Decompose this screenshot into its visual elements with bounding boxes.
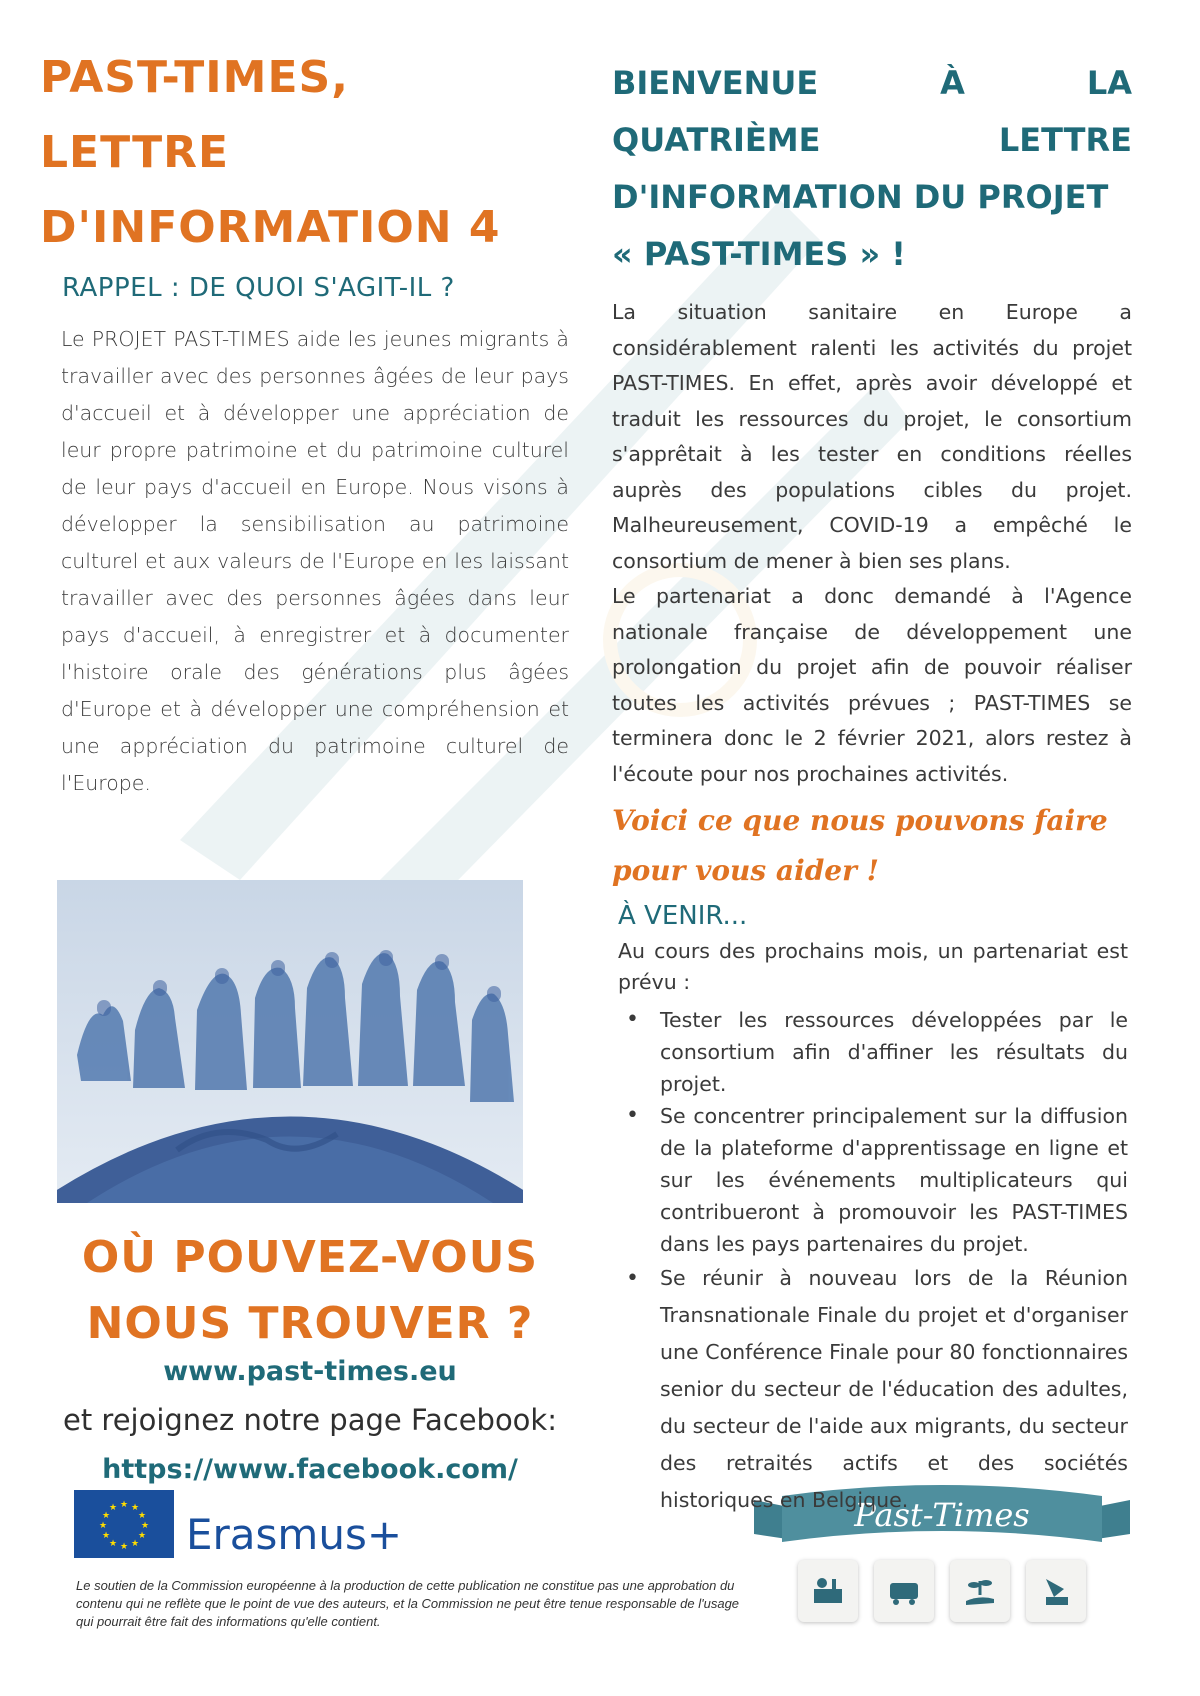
svg-text:★: ★ [119, 1542, 129, 1552]
svg-text:★: ★ [101, 1531, 111, 1541]
logo-icons-row [798, 1560, 1088, 1630]
workshop-icon [798, 1560, 858, 1622]
people-on-globe-illustration [57, 880, 523, 1203]
svg-text:★: ★ [108, 1539, 118, 1549]
welcome-line-3: D'INFORMATION DU PROJET [612, 178, 1109, 216]
help-heading: Voici ce que nous pouvons faire pour vous aider ! [612, 804, 1108, 887]
welcome-word: QUATRIÈME [612, 121, 821, 159]
bullet-icon: • [626, 1266, 639, 1291]
list-item-text: Se concentrer principalement sur la diffusion de la plateforme d'apprentissage en ligne et sur les événements multiplicateurs qui contribueront à promouvoir les PAST-TIMES dans les pays partenaires du projet. [660, 1104, 1128, 1256]
rappel-heading: RAPPEL : DE QUOI S'AGIT-IL ? [62, 273, 455, 303]
erasmus-logo-text: Erasmus+ [186, 1510, 403, 1559]
svg-text:★: ★ [130, 1539, 140, 1549]
gramophone-icon [1026, 1560, 1086, 1622]
welcome-word: LETTRE [998, 121, 1132, 159]
newsletter-title [40, 40, 580, 265]
upcoming-list [612, 1004, 1128, 1519]
situation-text-1: La situation sanitaire en Europe a considérablement ralenti les activités du projet PAST-TIMES. En effet, après avoir développé et traduit les ressources du projet, le consortium s'apprêtait à les tester en conditions réelles auprès des populations cibles du projet. Malheureusement, COVID-19 a empêché le consortium de mener à bien ses plans. [612, 300, 1132, 573]
welcome-word: À [940, 64, 965, 102]
welcome-line-4: « PAST-TIMES » ! [612, 235, 906, 273]
logo-text: Past-Times [854, 1496, 1030, 1534]
svg-text:★: ★ [119, 1500, 129, 1510]
facebook-link[interactable]: https://www.facebook.com/ [102, 1454, 518, 1485]
eu-disclaimer: Le soutien de la Commission européenne à la production de cette publication ne constitue pas une approbation du contenu qui ne reflète que le point de vue des auteurs, et la Commission ne peut être tenue responsable de l'usage qui pourrait être fait des informations qu'elle contient. [76, 1578, 740, 1629]
list-item [612, 1260, 1128, 1519]
rappel-text: Le PROJET PAST-TIMES aide les jeunes migrants à travailler avec des personnes âgées de leur pays d'accueil et à développer une appréciation de leur propre patrimoine et du patrimoine culturel de leur pays d'accueil en Europe. Nous visons à développer la sensibilisation au patrimoine culturel et aux valeurs de l'Europe en les laissant travailler avec des personnes âgées dans leur pays d'accueil, à enregistrer et à documenter l'histoire orale des générations plus âgées d'Europe et à développer une compréhension et une appréciation du patrimoine culturel de l'Europe. [61, 327, 569, 795]
welcome-line-2 [612, 112, 1132, 169]
svg-text:★: ★ [108, 1503, 118, 1513]
svg-text:★: ★ [101, 1511, 111, 1521]
website-link[interactable]: www.past-times.eu [163, 1356, 457, 1387]
title-line-2: LETTRE [40, 127, 230, 178]
situation-paragraph [612, 295, 1132, 792]
join-facebook-text: et rejoignez notre page Facebook: [62, 1403, 557, 1437]
bullet-icon: • [626, 1103, 639, 1128]
welcome-heading [612, 55, 1132, 283]
bullet-icon: • [626, 1007, 639, 1032]
svg-text:★: ★ [98, 1521, 108, 1531]
svg-text:★: ★ [140, 1521, 150, 1531]
title-line-1: PAST-TIMES, [40, 52, 349, 103]
find-us-line-1: OÙ POUVEZ-VOUS [81, 1232, 539, 1283]
welcome-word: LA [1086, 64, 1132, 102]
svg-text:★: ★ [130, 1503, 140, 1513]
welcome-word: BIENVENUE [612, 64, 819, 102]
list-item-text: Tester les ressources développées par le consortium afin d'affiner les résultats du projet. [660, 1008, 1128, 1096]
title-line-3: D'INFORMATION 4 [40, 202, 501, 253]
svg-text:★: ★ [137, 1511, 147, 1521]
right-column [612, 55, 1132, 1519]
find-us-heading [40, 1225, 580, 1357]
plant-hand-icon [950, 1560, 1010, 1622]
svg-text:★: ★ [137, 1531, 147, 1541]
train-icon [874, 1560, 934, 1622]
left-column [40, 40, 580, 802]
list-item [612, 1004, 1128, 1100]
welcome-line-1 [612, 55, 1132, 112]
upcoming-intro: Au cours des prochains mois, un partenariat est prévu : [618, 939, 1128, 994]
list-item [612, 1100, 1128, 1260]
list-item-text: Se réunir à nouveau lors de la Réunion Transnationale Finale du projet et d'organiser une Conférence Finale pour 80 fonctionnaires senior du secteur de l'éducation des adultes, du secteur de l'aide aux migrants, du secteur des retraités actifs et des sociétés historiques en Belgique. [660, 1266, 1128, 1512]
eu-flag-icon [74, 1490, 174, 1558]
situation-text-2: Le partenariat a donc demandé à l'Agence nationale française de développement une prolongation du projet afin de pouvoir réaliser toutes les activités prévues ; PAST-TIMES se terminera donc le 2 février 2021, alors restez à l'écoute pour nos prochaines activités. [612, 584, 1132, 786]
find-us-line-2: NOUS TROUVER ? [86, 1298, 534, 1349]
upcoming-heading: À VENIR... [618, 901, 748, 931]
